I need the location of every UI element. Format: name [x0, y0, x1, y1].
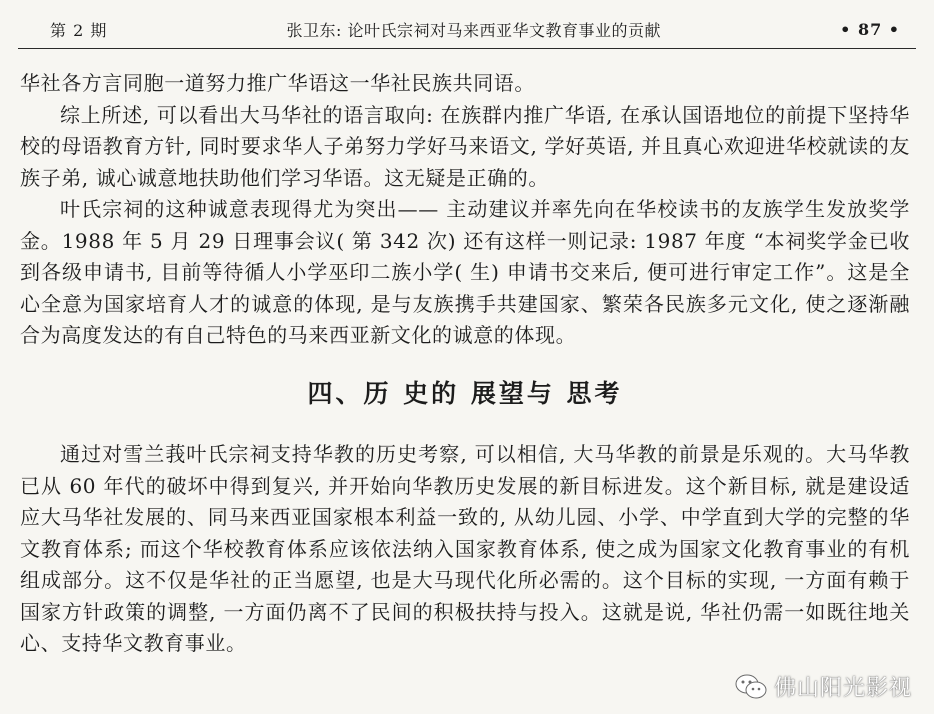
paragraph: 综上所述, 可以看出大马华社的语言取向: 在族群内推广华语, 在承认国语地位的前提下坚持华校的母语教育方针, 同时要求华人子弟努力学好马来语文, 学好英语, 并且真心欢迎进华校就读的友族子弟, 诚心诚意地扶助他们学习华语。这无疑是正确的。	[20, 102, 910, 190]
running-header	[30, 14, 904, 44]
paragraph: 华社各方言同胞一道努力推广华语这一华社民族共同语。	[20, 71, 535, 95]
issue-number: 第 2 期	[50, 20, 108, 40]
running-title: 张卫东: 论叶氏宗祠对马来西亚华文教育事业的贡献	[286, 20, 661, 40]
page-number: • 87 •	[840, 19, 900, 39]
article-body	[20, 68, 910, 660]
paragraph: 叶氏宗祠的这种诚意表现得尤为突出—— 主动建议并率先向在华校读书的友族学生发放奖学金。1988 年 5 月 29 日理事会议( 第 342 次) 还有这样一则记录: 1987 年度 “本祠奖学金已收到各级申请书, 目前等待循人小学巫印二族小学( 生) 申请书交来后, 便可进行审定工作”。这是全心全意为国家培育人才的诚意的体现, 是与友族携手共建国家、繁荣各民族多元文化, 使之逐渐融合为高度发达的有自己特色的马来西亚新文化的诚意的体现。	[20, 197, 910, 347]
wechat-icon	[734, 673, 768, 701]
header-rule	[18, 48, 916, 49]
watermark-text: 佛山阳光影视	[773, 676, 912, 701]
watermark	[734, 671, 912, 702]
paragraph: 通过对雪兰莪叶氏宗祠支持华教的历史考察, 可以相信, 大马华教的前景是乐观的。大马华教已从 60 年代的破坏中得到复兴, 并开始向华教历史发展的新目标进发。这个新目标, 就是建设适应大马华社发展的、同马来西亚国家根本利益一致的, 从幼儿园、小学、中学直到大学的完整的华文教育体系; 而这个华校教育体系应该依法纳入国家教育体系, 使之成为国家文化教育事业的有机组成部分。这不仅是华社的正当愿望, 也是大马现代化所必需的。这个目标的实现, 一方面有赖于国家方针政策的调整, 一方面仍离不了民间的积极扶持与投入。这就是说, 华社仍需一如既往地关心、支持华文教育事业。	[20, 442, 910, 655]
section-heading: 四、历 史的 展望与 思考	[307, 378, 623, 408]
